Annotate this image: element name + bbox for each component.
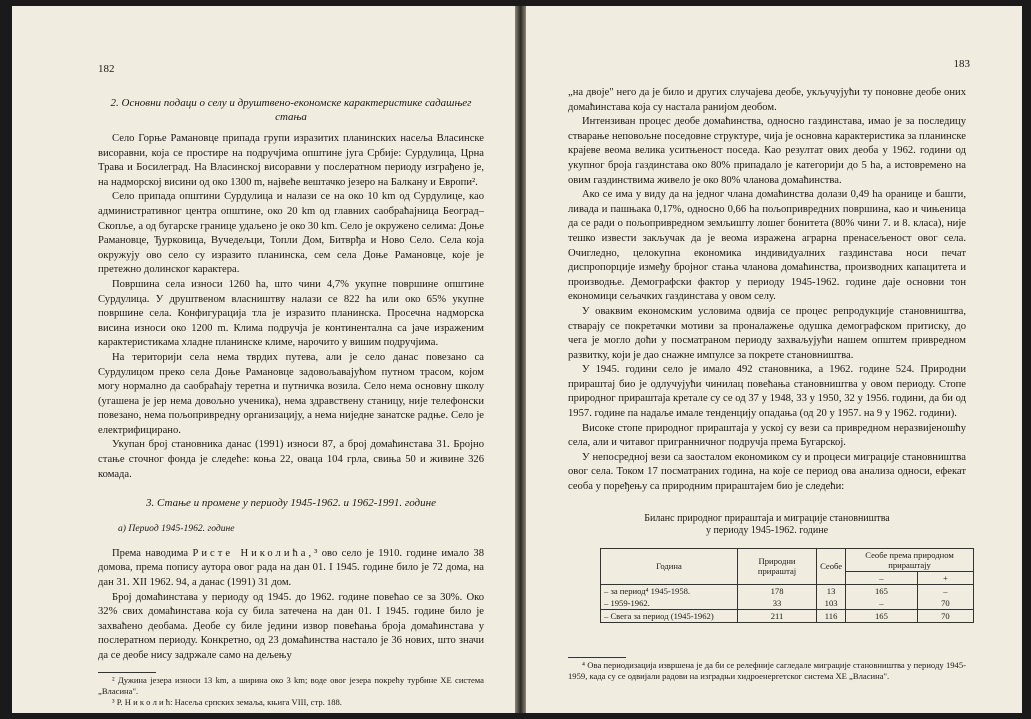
paragraph: Ако се има у виду да на једног члана домаћинства долази 0,49 ha оранице и башти, ливада и пашњака 0,17%, односно 0,66 ha пољопривредних површина, као и чињеница да се ради о пољопривредном земљишту лошег бонитета (80% чини 7. и 8. класа), није тешко извести закључак да је веома изражена аграрна пренасељеност овог села. Очигледно, целокупна економика индивидуалних газдинстава носи печат диспропорције између бројног стања чланова домаћинства, производних капацитета и производње. Демографски фактор у периоду 1945-1962. године даје основни тон економици сељачких газдинстава у овом селу. [568,189,966,303]
table-header: – [846,571,918,584]
table-title [568,513,966,538]
footnote: ³ Р. Н и к о л и ћ: Насеља српских земаља, књига VIII, стр. 188. [112,696,342,707]
paragraph: Село Горње Рамановце припада групи изразитих планинских насеља Власинске висоравни, која се простире на подручјима општине југа Србије: Сурдулица, Црна Трава и Босилеград. На Власинској висоравни у послератном периоду изграђено је, на надморској висини од око 1300 m, највеће вештачко језеро на Балкану и Европи². [98,133,484,188]
book-gutter [515,6,526,713]
paragraph: Интензиван процес деобе домаћинства, односно газдинстава, имао је за последицу стварање неповољне поседовне структуре, чија је основна карактеристика за планинске крајеве веома велика уситњеност поседа. Као резултат ових деоба у 1962. години од укупног броја газдинстава око 80% припадало је категорији до 5 ha, а истовремено на овим газдинствима живело је око 80% чланова домаћинства. [568,116,966,186]
paragraph: На територији села нема тврдих путева, али је село данас повезано са Сурдулицом преко села Доње Рамановце задовољавајућом путном трасом, којом могу нормално да саобраћају теретна и путничка возила. Село нема основну школу (угашена је јер нема довољно ученика), нема здравствену станицу, није телефонски повезано, нема пољопривредну организацију, а нема ниједне занатске радње. Село је електрифицирано. [98,351,484,436]
table-cell: 70 [917,597,973,610]
table-cell: – [917,584,973,597]
page-number-left: 182 [98,63,115,75]
section-heading-2: 2. Основни подаци о селу и друштвено-економске карактеристике садашњег стања [110,97,472,123]
table-row [601,609,974,622]
table-cell: – 1959-1962. [601,597,738,610]
table-header: + [917,571,973,584]
table-cell: 103 [817,597,846,610]
paragraph-reference [98,547,484,591]
subsection-heading: а) Период 1945-1962. године [118,523,235,535]
table-header: Година [601,548,738,584]
table-title-line: у периоду 1945-1962. године [705,525,829,537]
table-title-line: Биланс природног прираштаја и миграције становништва [644,512,890,524]
table-cell: 165 [846,584,918,597]
table-cell: – за период⁴ 1945-1958. [601,584,738,597]
section-heading-3: 3. Стање и промене у периоду 1945-1962. и 1962-1991. године [146,497,436,510]
paragraph: У оваквим економским условима одвија се процес репродукције становништва, стварају се покретачки мотиви за проналажење одушка демографском притиску, до чега је могло доћи у посматраном периоду захваљујући нашем општем привредном развитку, који је дао снажне импулсе за покрете становништва. [568,305,966,361]
footnote-rule [98,672,156,673]
author-name: Ристе Николића, [192,547,315,559]
table-cell: 165 [846,609,918,622]
page-number-right: 183 [953,58,970,70]
paragraph: Површина села износи 1260 ha, што чини 4,7% укупне површине општине Сурдулица. У друштвеном власништву налази се 822 ha или око 65% укупне површине села. Конфигурација тла је изразито планинска. Просечна надморска висина износи око 1200 m. Клима подручја је континентална са јаче израженим карактеристикама хладне планинске климе, нарочито у вишим подручјима. [98,278,484,349]
footnote-rule [568,657,626,658]
migration-table [600,548,974,623]
table-header: Сеобе [817,548,846,584]
table-header: Природни прираштај [738,548,817,584]
table-cell: – [846,597,918,610]
table-header: Сеобе према природном прираштају [846,548,974,571]
left-page [12,6,515,713]
paragraph: У непосредној вези са заосталом економиком су и процеси миграције становништва овог села. Током 17 посматраних година, на које се период ова анализа односи, ефекат сеоба у поређењу са природним прираштајем био је следећи: [568,451,966,493]
paragraph: Укупан број становника данас (1991) износи 87, а број домаћинстава 31. Бројно стање сточног фонда је следеће: коња 22, оваца 104 грла, свиња 50 и живине 326 комада. [98,439,484,480]
paragraph: Село припада општини Сурдулица и налази се на око 10 km од Сурдулице, као административног центра општине, око 20 km од главних саобраћајница Београд–Скопље, а од бугарске границе удаљено је око 30 km. Село је окружено селима: Доње Рамановце, Ђурковица, Вучедељци, Топли Дом, Битврђа и Ново Село. Села која окружују ово село су изразито планинска, сем села Доње Рамановце, које је претежно долинског карактера. [98,191,484,276]
left-text-column [98,96,484,708]
table-cell: – Свега за период (1945-1962) [601,609,738,622]
table-cell: 70 [917,609,973,622]
footnote: ⁴ Ова периодизација извршена је да би се релефније сагледале миграције становништва у периоду 1945-1959, када су се одвијали радови на изградњи хидроенергетског система ХЕ „Власина". [568,659,966,681]
right-text-column [568,86,966,682]
paragraph: „на двоје" него да је било и других случајева деобе, укључујући ту поновне деобе оних домаћинстава која су настала ранијом деобом. [568,87,966,113]
table-cell: 116 [817,609,846,622]
right-page [526,6,1022,713]
table-row [601,584,974,597]
table-row [601,597,974,610]
table-cell: 33 [738,597,817,610]
table-cell: 13 [817,584,846,597]
paragraph: Високе стопе природног прираштаја у уској су вези са привредном неразвијеношћу села, али и читавог пригранничног подручја према Бугарској. [568,422,966,449]
text-after-author: ³ ово село је 1910. године имало 38 домова, према попису аутора овог рада на дан 01. I 1945. године било је 72 дома, на дан 31. XII 1962. 94, а данас (1991) 31 дом. [98,547,484,589]
table-cell: 178 [738,584,817,597]
footnote: ² Дужина језера износи 13 km, а ширина око 3 km; воде овог језера покрећу турбине ХЕ система „Власина". [98,674,484,696]
paragraph: У 1945. години село је имало 492 становника, а 1962. године 524. Природни прираштај био је одлучујући чинилац повећања становништва у овом периоду. Стопе природног прираштаја кретале су се од 37 у 1948, 33 у 1950, 32 у 1956. години, да би од 1957. године па надаље имале тенденцију опадања (од 20 у 1957. на 9 у 1962. години). [568,364,966,420]
text-before-author: Према наводима [112,547,189,559]
table-cell: 211 [738,609,817,622]
paragraph: Број домаћинстава у периоду од 1945. до 1962. године повећао се за 30%. Око 32% свих домаћинстава која су била затечена на дан 01. I 1945. године било је захваћено деобама. Деобе су биле једини извор повећања броја домаћинстава у послератном периоду. Конкретно, од 23 домаћинства настало је 36 нових, што значи да се деобе нису задржале само на дељењу [98,591,484,661]
